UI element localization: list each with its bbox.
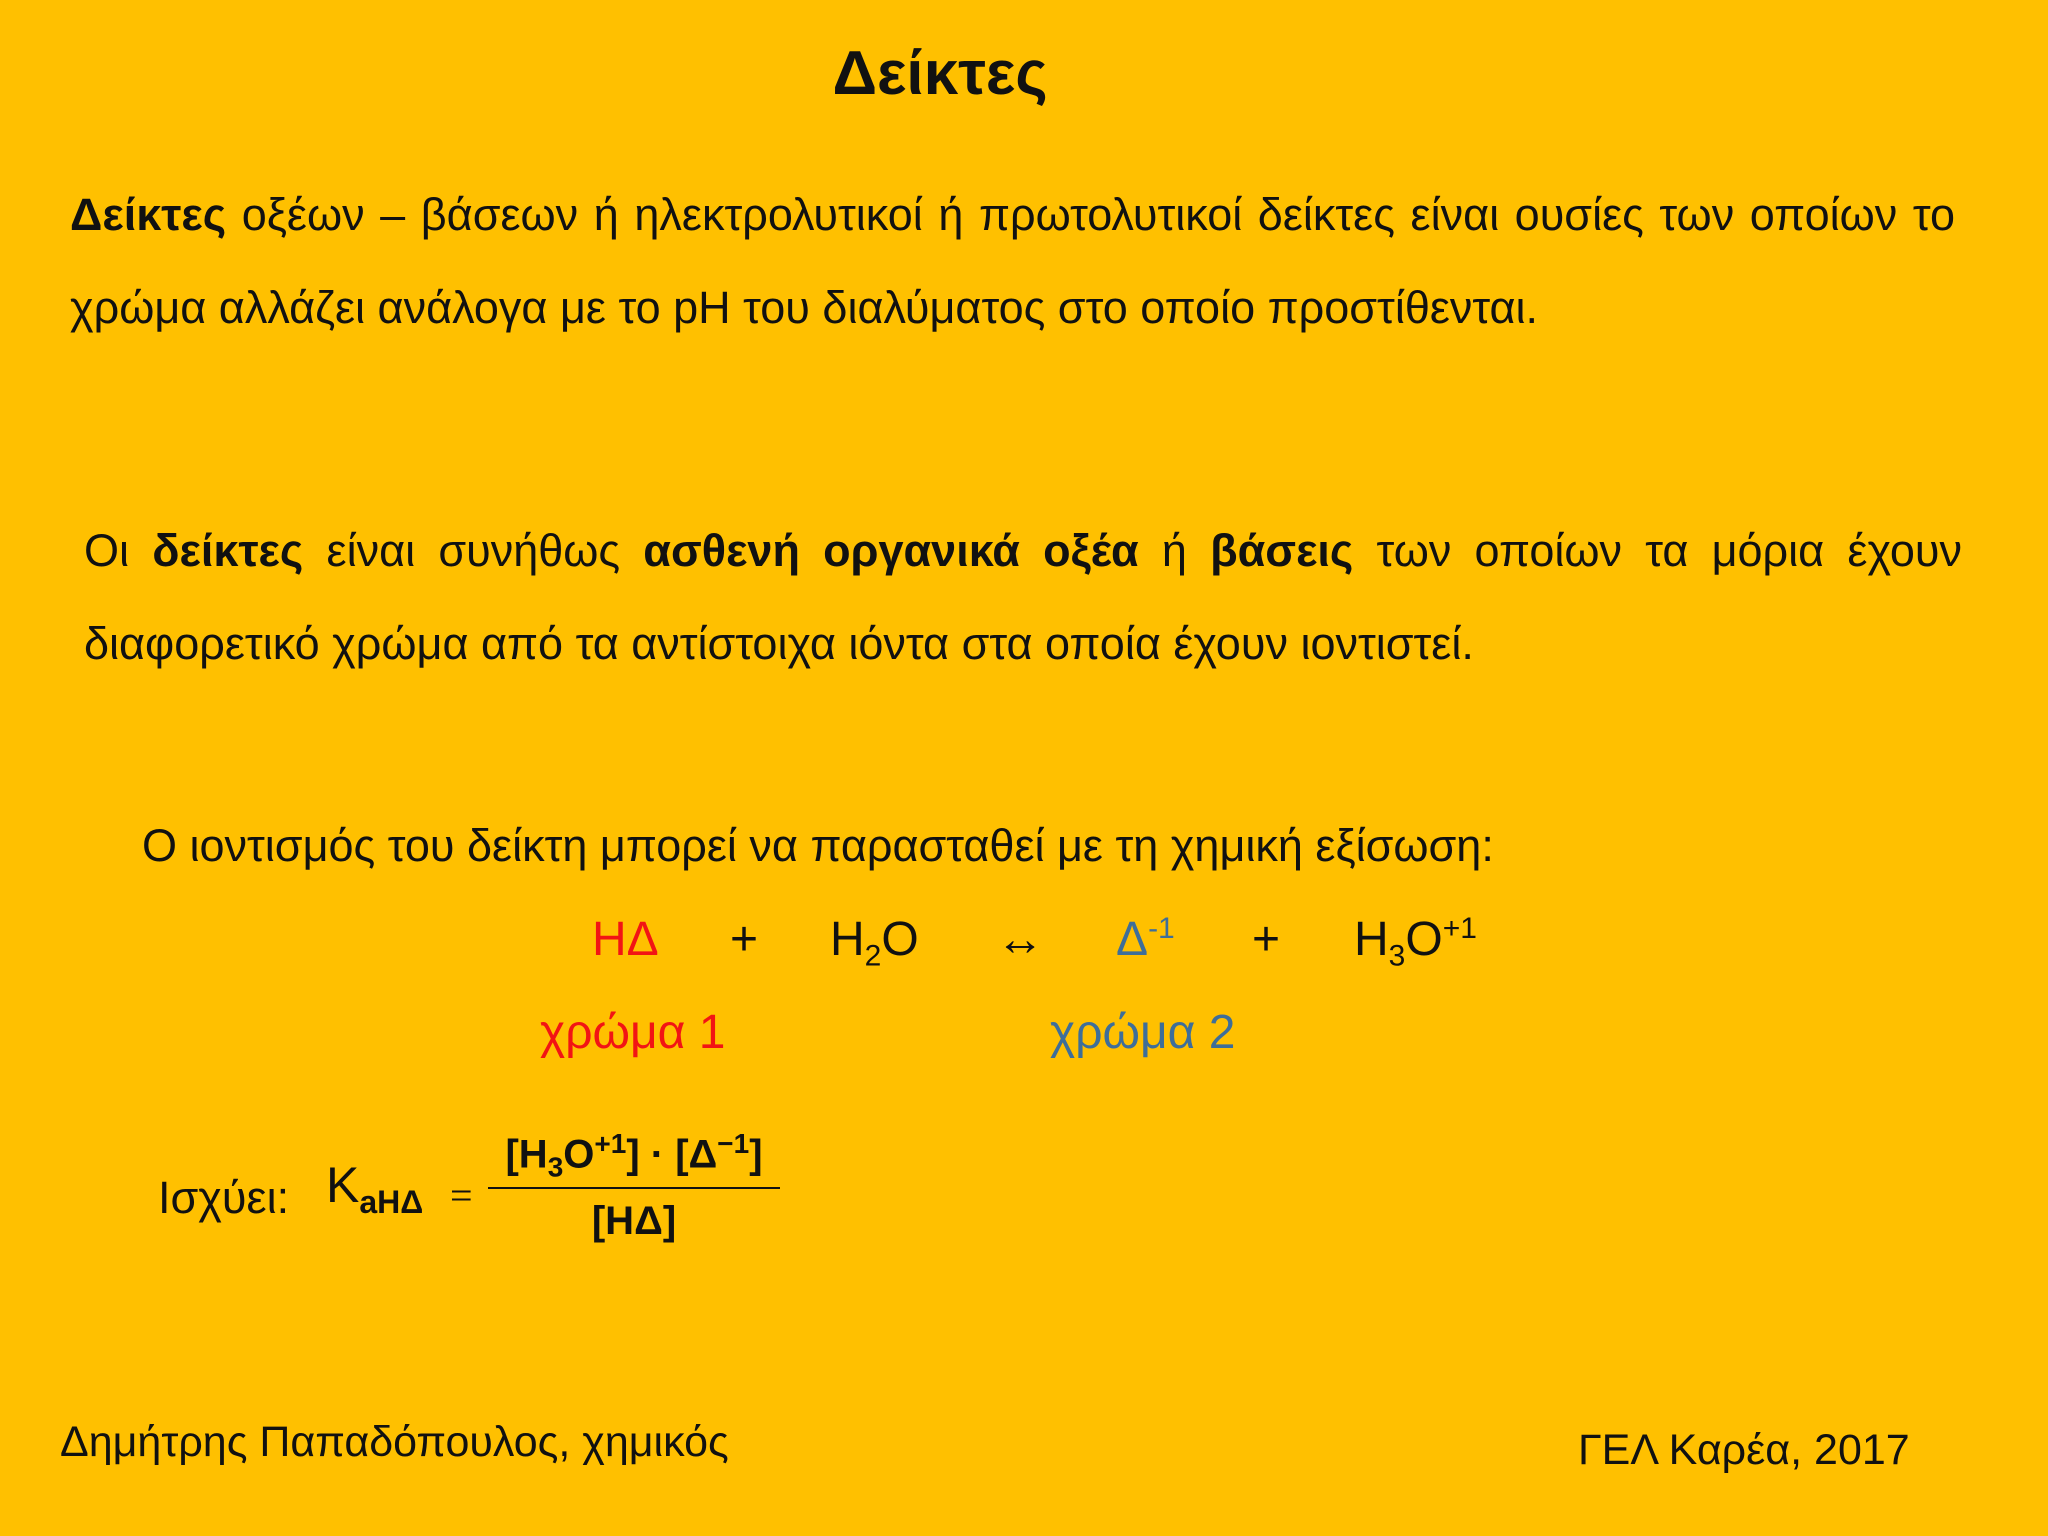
- fraction-denominator: [ΗΔ]: [591, 1199, 677, 1244]
- description-paragraph: [84, 504, 1962, 690]
- product-ion: $\Delta^{-1}$: [1116, 912, 1175, 966]
- color-1-label: χρώμα 1: [540, 1006, 726, 1059]
- definition-text: οξέων – βάσεων ή ηλεκτρολυτικοί ή πρωτολυτικοί δείκτες είναι ουσίες των οποίων το χρώμα αλλάζει ανάλογα με το pH του διαλύματος στο οποίο προστίθενται.: [70, 189, 1955, 333]
- equals-sign: =: [450, 1173, 473, 1218]
- fraction-numerator: $[H_3O^{+1}] \cdot [\Delta^{-1}]$: [505, 1128, 763, 1183]
- desc-bold-2: ασθενή οργανικά οξέα: [643, 525, 1139, 576]
- page-title: Δείκτες: [832, 39, 1048, 108]
- footer-author: Δημήτρης Παπαδόπουλος, χημικός: [60, 1418, 729, 1466]
- formula-lead: Ισχύει:: [158, 1172, 290, 1223]
- ka-fraction: [488, 1128, 780, 1244]
- equilibrium-arrow: ↔: [996, 913, 1044, 966]
- water-formula: $H_2O$: [830, 913, 919, 973]
- desc-text-3: ή: [1138, 525, 1211, 576]
- definition-bold-term: Δείκτες: [70, 189, 227, 240]
- plus-sign-2: +: [1252, 913, 1281, 966]
- color-2-label: χρώμα 2: [1050, 1006, 1236, 1059]
- reactant-indicator: ΗΔ: [592, 913, 659, 966]
- footer-school: ΓΕΛ Καρέα, 2017: [1578, 1426, 1910, 1474]
- plus-sign-1: +: [730, 913, 759, 966]
- acidity-constant-symbol: $K_{aH\Delta}$: [326, 1157, 424, 1220]
- desc-text-1: Οι: [84, 525, 153, 576]
- desc-text-4: των οποίων τα μόρια έχουν διαφορετικό χρώμα από τα αντίστοιχα ιόντα στα οποία έχουν ιοντιστεί.: [84, 525, 1962, 669]
- fraction-bar: [488, 1187, 780, 1189]
- desc-bold-3: βάσεις: [1210, 525, 1354, 576]
- hydronium-formula: $H_3O^{+1}$: [1354, 912, 1477, 973]
- definition-paragraph: [70, 168, 1955, 354]
- desc-bold-1: δείκτες: [152, 525, 304, 576]
- equation-intro: Ο ιοντισμός του δείκτη μπορεί να παρασταθεί με τη χημική εξίσωση:: [142, 820, 1494, 871]
- desc-text-2: είναι συνήθως: [303, 525, 644, 576]
